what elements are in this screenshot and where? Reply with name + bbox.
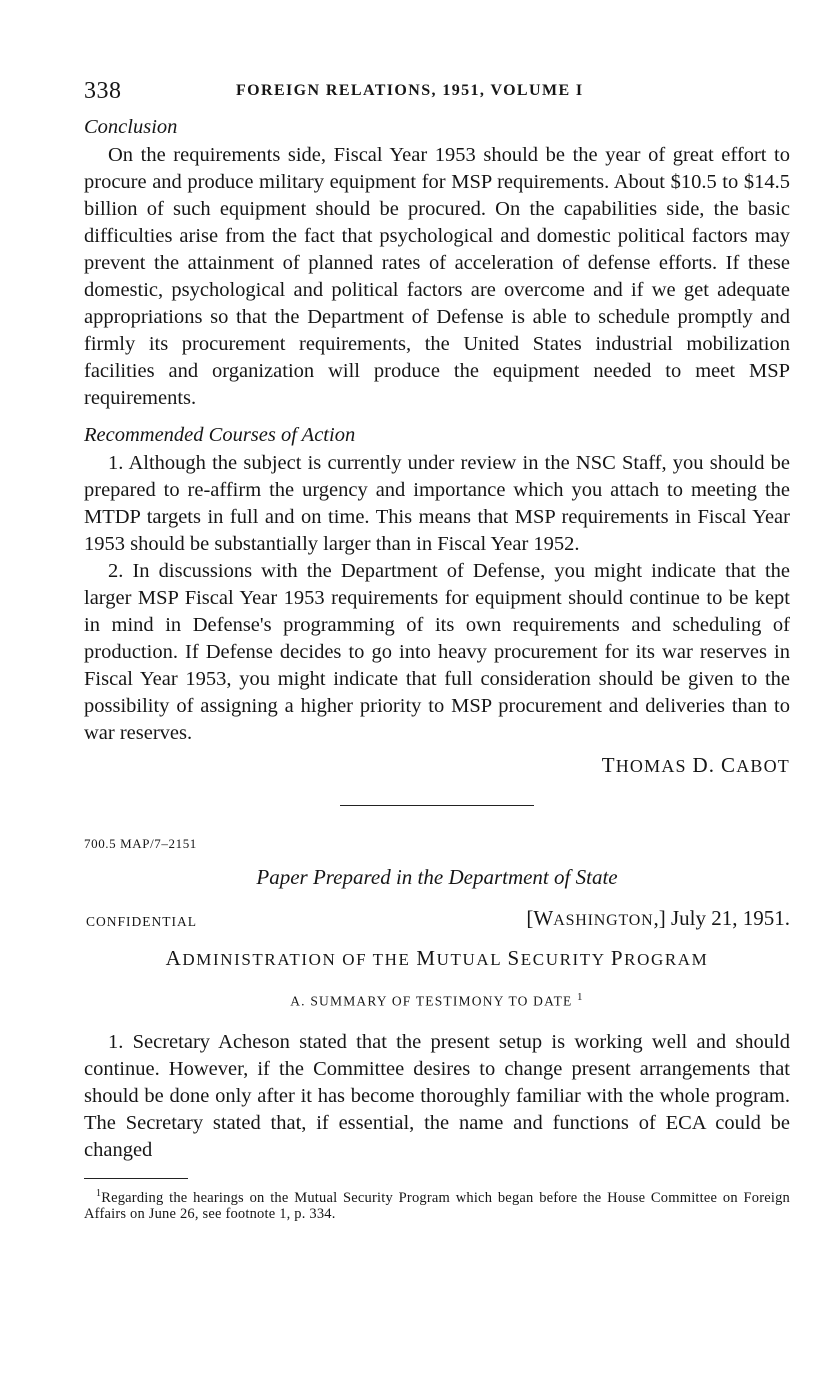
conclusion-paragraph: On the requirements side, Fiscal Year 1953 should be the year of great effort to procure and produce military equipment for MSP requirements. About $10.5 to $14.5 billion of such equipment should be procured. On the capabilities side, the basic difficulties arise from the fact that psychological and domestic political factors may prevent the attainment of planned rates of acceleration of defense efforts. If these domestic, psychological and political factors are overcome and if we get adequate appropriations so that the Department of Defense is able to schedule promptly and firmly its procurement requirements, the United States industrial mobilization facilities and organization will produce the equipment needed to meet MSP requirements. [84, 144, 790, 409]
signature-middle: D. [692, 753, 716, 777]
footnote [84, 1185, 790, 1224]
place-close: ,] [653, 906, 666, 930]
place-open: [W [526, 906, 554, 930]
dateline [84, 900, 790, 940]
page-header [84, 70, 790, 114]
document-date: July 21, 1951. [665, 906, 790, 930]
signature-first-initial: T [601, 753, 616, 777]
signature-last-initial: C [720, 753, 737, 777]
signature-first-rest: HOMAS [615, 756, 687, 776]
file-number: 700.5 MAP/7–2151 [84, 836, 197, 851]
classification: CONFIDENTIAL [86, 914, 197, 929]
summary-paragraph-1: 1. Secretary Acheson stated that the present setup is working well and should continue. However, if the Committee desires to change present arrangements that should be done only after it has become thoroughly familiar with the whole program. The Secretary stated that, if essential, the name and functions of ECA could be changed [84, 1030, 790, 1161]
footnote-mark: 1 [96, 1187, 102, 1199]
recommendation-item-2: 2. In discussions with the Department of Defense, you might indicate that the larger MSP Fiscal Year 1953 requirements for equipment should continue to be kept in mind in Defense's programming of its own requirements and scheduling of production. If Defense decides to go into heavy procurement for its war reserves in Fiscal Year 1953, you might indicate that full consideration should be given to the possibility of assigning a higher priority to MSP procurement and deliveries than to war reserves. [84, 560, 790, 744]
administration-title [84, 944, 790, 974]
summary-title-text: A. SUMMARY OF TESTIMONY TO DATE [290, 993, 573, 1009]
recommendation-item-1: 1. Although the subject is currently under review in the NSC Staff, you should be prepared to re-affirm the urgency and importance which you attach to meeting the MTDP targets in full and on time. This means that MSP requirements in Fiscal Year 1953 should be substantially larger than in Fiscal Year 1952. [84, 452, 790, 555]
admin-title-rest-1: DMINISTRATION [182, 950, 337, 969]
signature-last-rest: ABOT [736, 756, 790, 776]
signature [84, 751, 790, 779]
page-number: 338 [84, 78, 122, 104]
conclusion-heading: Conclusion [84, 116, 178, 138]
footnote-divider [84, 1178, 188, 1179]
admin-title-rest-5: ROGRAM [624, 950, 709, 969]
admin-title-rest-3: UTUAL [436, 950, 502, 969]
admin-title-cap-5: P [610, 946, 625, 970]
running-head: FOREIGN RELATIONS, 1951, VOLUME I [236, 82, 584, 99]
recommended-heading: Recommended Courses of Action [84, 424, 356, 446]
section-divider [340, 805, 534, 806]
place-rest: ASHINGTON [553, 912, 654, 929]
footnote-text: Regarding the hearings on the Mutual Security Program which began before the House Committee on Foreign Affairs on June 26, see footnote 1, p. 334. [84, 1189, 790, 1223]
admin-title-cap-3: M [416, 946, 437, 970]
admin-title-cap-1: A [165, 946, 183, 970]
place-date [526, 906, 790, 931]
document-title: Paper Prepared in the Department of State [256, 865, 618, 889]
summary-title [84, 986, 790, 1013]
admin-title-cap-4: S [507, 946, 521, 970]
admin-title-rest-2: OF THE [342, 950, 411, 969]
summary-footnote-mark: 1 [577, 991, 584, 1003]
admin-title-rest-4: ECURITY [520, 950, 606, 969]
document-page [84, 70, 790, 1223]
